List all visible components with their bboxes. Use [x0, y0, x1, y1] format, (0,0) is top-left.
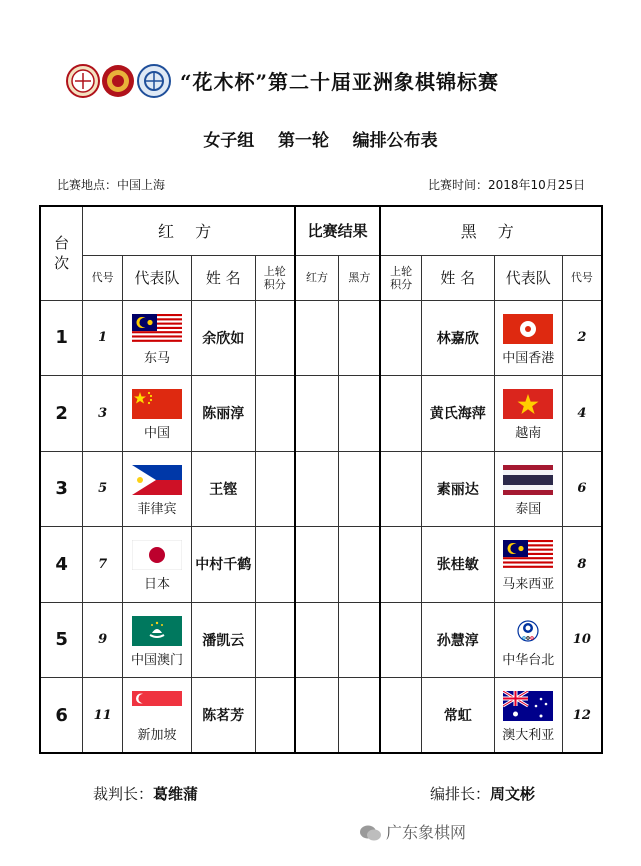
black-prev-score	[380, 602, 421, 678]
result-black	[339, 527, 381, 603]
table-no-header-label: 台次	[54, 234, 70, 273]
black-team: 越南	[515, 426, 542, 442]
black-code: 8	[562, 527, 602, 603]
chief-referee-label: 裁判长：	[93, 785, 154, 803]
result-red	[295, 451, 339, 527]
black-player-name: 素丽达	[421, 451, 494, 527]
arranger-label: 编排长：	[430, 785, 491, 803]
red-player-name: 潘凯云	[191, 602, 255, 678]
black-team: 澳大利亚	[502, 728, 555, 743]
red-code: 11	[83, 678, 123, 754]
red-team-cell	[123, 527, 192, 603]
black-player-name: 黄氏海萍	[421, 376, 494, 452]
black-team-cell	[494, 678, 562, 754]
result-header: 比赛结果	[295, 206, 381, 255]
red-prev-score	[255, 376, 295, 452]
red-team: 中国	[143, 426, 170, 442]
black-team-cell	[494, 451, 562, 527]
black-code: 6	[562, 451, 602, 527]
black-team-cell	[494, 527, 562, 603]
australia-flag	[503, 691, 553, 721]
table-no: 3	[40, 451, 83, 527]
red-team: 中国澳门	[130, 652, 183, 668]
red-prev-score-header	[255, 255, 295, 300]
event-logos	[66, 62, 172, 100]
table-no: 6	[40, 678, 83, 754]
black-team-cell	[494, 376, 562, 452]
table-row	[40, 300, 602, 376]
result-black	[339, 376, 381, 452]
red-prev-score	[255, 527, 295, 603]
black-player-name: 常虹	[421, 678, 494, 754]
result-black-header: 黑方	[339, 255, 381, 300]
table-no: 5	[40, 602, 83, 678]
red-prev-score	[255, 300, 295, 376]
black-player-name: 林嘉欣	[421, 300, 494, 376]
result-red	[295, 602, 339, 678]
table-no: 2	[40, 376, 83, 452]
pairing-table	[39, 205, 603, 754]
macau-flag	[132, 616, 182, 646]
red-team: 新加坡	[137, 728, 177, 743]
black-player-name: 孙慧淳	[421, 602, 494, 678]
red-code: 3	[83, 376, 123, 452]
black-team-cell	[494, 602, 562, 678]
result-red	[295, 678, 339, 754]
black-team-cell	[494, 300, 562, 376]
black-prev-score-label: 上轮积分	[390, 264, 413, 291]
wechat-icon	[360, 824, 382, 842]
black-team: 中华台北	[502, 652, 555, 668]
asian-xiangqi-logo	[138, 65, 170, 97]
red-team-cell	[123, 451, 192, 527]
japan-flag	[132, 540, 182, 570]
hong-kong-flag	[503, 314, 553, 344]
red-code: 5	[83, 451, 123, 527]
red-player-name: 余欣如	[191, 300, 255, 376]
red-player-name: 陈丽淳	[191, 376, 255, 452]
black-side-header: 黑 方	[380, 206, 602, 255]
table-row	[40, 527, 602, 603]
table-row	[40, 678, 602, 754]
black-prev-score	[380, 527, 421, 603]
red-team-cell	[123, 300, 192, 376]
result-black	[339, 602, 381, 678]
table-no: 4	[40, 527, 83, 603]
red-code: 7	[83, 527, 123, 603]
table-no: 1	[40, 300, 83, 376]
result-black	[339, 451, 381, 527]
red-team: 菲律宾	[137, 501, 177, 517]
result-red	[295, 300, 339, 376]
result-black	[339, 300, 381, 376]
black-code: 4	[562, 376, 602, 452]
black-code-header: 代号	[562, 255, 602, 300]
red-team: 东马	[143, 350, 170, 366]
malaysia-flag	[132, 314, 182, 344]
watermark: 广东象棋网	[386, 823, 467, 842]
page-subtitle: 女子组 第一轮 编排公布表	[203, 131, 438, 151]
result-black	[339, 678, 381, 754]
red-team-cell	[123, 602, 192, 678]
red-team-header: 代表队	[123, 255, 192, 300]
black-team: 马来西亚	[502, 577, 555, 593]
black-code: 12	[562, 678, 602, 754]
red-prev-score	[255, 602, 295, 678]
black-prev-score	[380, 451, 421, 527]
red-team: 日本	[143, 577, 170, 593]
thailand-flag	[503, 465, 553, 495]
chief-referee	[93, 783, 198, 804]
black-name-header: 姓 名	[421, 255, 494, 300]
red-player-name: 王铿	[191, 451, 255, 527]
red-code-header: 代号	[83, 255, 123, 300]
venue-label: 比赛地点：中国上海	[57, 178, 166, 192]
page-title: “花木杯”第二十届亚洲象棋锦标赛	[180, 70, 500, 94]
red-prev-score	[255, 678, 295, 754]
chinese-taipei-flag	[503, 616, 553, 646]
red-prev-score-label: 上轮积分	[263, 264, 286, 291]
xiangqi-association-logo	[102, 65, 134, 97]
black-team: 中国香港	[502, 350, 555, 366]
red-player-name: 陈茗芳	[191, 678, 255, 754]
red-team-cell	[123, 678, 192, 754]
black-code: 2	[562, 300, 602, 376]
black-player-name: 张桂敏	[421, 527, 494, 603]
result-red-header: 红方	[295, 255, 339, 300]
red-prev-score	[255, 451, 295, 527]
black-team: 泰国	[515, 501, 542, 517]
table-row	[40, 451, 602, 527]
table-row	[40, 602, 602, 678]
red-player-name: 中村千鹤	[191, 527, 255, 603]
arranger	[430, 783, 535, 804]
chess-federation-logo	[67, 65, 99, 97]
result-red	[295, 376, 339, 452]
table-row	[40, 376, 602, 452]
china-flag	[132, 389, 182, 419]
result-red	[295, 527, 339, 603]
black-prev-score	[380, 376, 421, 452]
black-prev-score	[380, 300, 421, 376]
philippines-flag	[132, 465, 182, 495]
black-team-header: 代表队	[494, 255, 562, 300]
red-team-cell	[123, 376, 192, 452]
red-side-header: 红 方	[83, 206, 295, 255]
chief-referee-name: 葛维蒲	[153, 785, 199, 803]
red-code: 9	[83, 602, 123, 678]
date-label: 比赛时间：2018年10月25日	[428, 178, 586, 192]
singapore-flag	[132, 691, 182, 721]
malaysia-flag	[503, 540, 553, 570]
vietnam-flag	[503, 389, 553, 419]
black-prev-score	[380, 678, 421, 754]
arranger-name: 周文彬	[490, 785, 536, 803]
red-code: 1	[83, 300, 123, 376]
black-prev-score-header	[380, 255, 421, 300]
table-no-header	[40, 206, 83, 300]
black-code: 10	[562, 602, 602, 678]
red-name-header: 姓 名	[191, 255, 255, 300]
